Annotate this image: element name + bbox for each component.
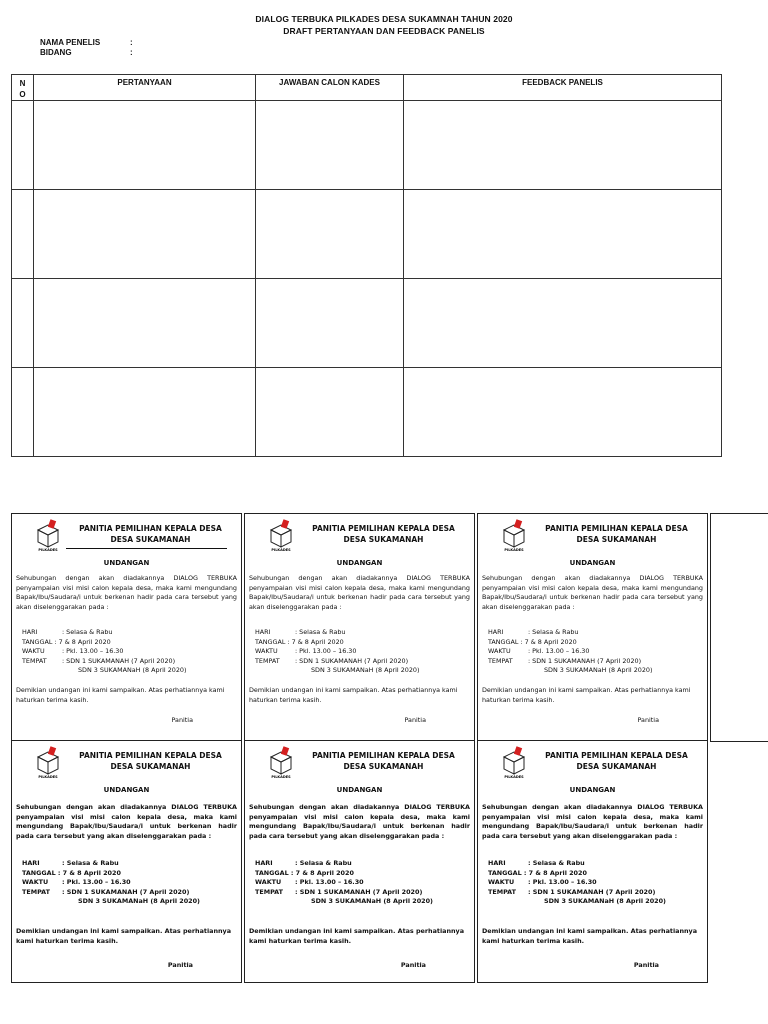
card-body: Sehubungan dengan akan diadakannya DIALOG TERBUKA penyampaian visi misi calon kepala desa, maka kami mengundang Bapak/Ibu/Saudara/i untuk berkenan hadir pada cara tersebut yang akan diselenggarakan pada : [249, 574, 470, 611]
col-no-header: N O [12, 75, 34, 101]
cell-no[interactable] [12, 101, 34, 190]
table-row [12, 190, 722, 279]
card-heading: UNDANGAN [103, 786, 150, 794]
card-heading: UNDANGAN [569, 559, 616, 567]
nama-penelis-row [40, 38, 133, 47]
svg-text:PILKADES: PILKADES [504, 548, 524, 552]
ballot-box-icon [267, 518, 295, 552]
card-closing: Demikian undangan ini kami sampaikan. Atas perhatiannya kami haturkan terima kasih. [16, 686, 225, 704]
card-schedule: HARI : Selasa & Rabu TANGGAL : 7 & 8 April 2020 WAKTU : Pkl. 13.00 – 16.30 TEMPAT : SDN 1 SUKAMANAH (7 April 2020) SDN 3 SUKAMANaH (8 April 2020) [22, 859, 200, 905]
card-closing: Demikian undangan ini kami sampaikan. Atas perhatiannya kami haturkan terima kasih. [249, 927, 465, 945]
card-closing: Demikian undangan ini kami sampaikan. Atas perhatiannya kami haturkan terima kasih. [482, 686, 691, 704]
card-schedule: HARI : Selasa & Rabu TANGGAL : 7 & 8 April 2020 WAKTU : Pkl. 13.00 – 16.30 TEMPAT : SDN 1 SUKAMANAH (7 April 2020) SDN 3 SUKAMANaH (8 April 2020) [488, 628, 653, 674]
invitation-card [244, 740, 475, 983]
ballot-box-icon [500, 745, 528, 779]
svg-text:PILKADES: PILKADES [38, 548, 58, 552]
card-edge [710, 513, 768, 742]
svg-text:PILKADES: PILKADES [271, 775, 291, 779]
card-closing: Demikian undangan ini kami sampaikan. Atas perhatiannya kami haturkan terima kasih. [249, 686, 458, 704]
cell-feedback[interactable] [404, 279, 722, 368]
colon: : [130, 48, 133, 57]
card-heading: UNDANGAN [569, 786, 616, 794]
card-signature: Panitia [404, 716, 426, 724]
table-header-row [12, 75, 722, 101]
invitation-card [11, 740, 242, 983]
card-schedule: HARI : Selasa & Rabu TANGGAL : 7 & 8 April 2020 WAKTU : Pkl. 13.00 – 16.30 TEMPAT : SDN 1 SUKAMANAH (7 April 2020) SDN 3 SUKAMANaH (8 April 2020) [255, 859, 433, 905]
col-jawaban-header: JAWABAN CALON KADES [256, 75, 404, 101]
cell-pertanyaan[interactable] [34, 368, 256, 457]
svg-text:PILKADES: PILKADES [271, 548, 291, 552]
card-body: Sehubungan dengan akan diadakannya DIALOG TERBUKA penyampaian visi misi calon kepala desa, maka kami mengundang Bapak/Ibu/Saudara/i untuk berkenan hadir pada cara tersebut yang akan diselenggarakan pada : [249, 803, 470, 840]
ballot-box-icon [34, 745, 62, 779]
card-closing: Demikian undangan ini kami sampaikan. Atas perhatiannya kami haturkan terima kasih. [16, 927, 232, 945]
invitation-card [244, 513, 475, 741]
card-body: Sehubungan dengan akan diadakannya DIALOG TERBUKA penyampaian visi misi calon kepala desa, maka kami mengundang Bapak/Ibu/Saudara/i untuk berkenan hadir pada cara tersebut yang akan diselenggarakan pada : [482, 803, 703, 840]
card-schedule: HARI : Selasa & Rabu TANGGAL : 7 & 8 April 2020 WAKTU : Pkl. 13.00 – 16.30 TEMPAT : SDN 1 SUKAMANAH (7 April 2020) SDN 3 SUKAMANaH (8 April 2020) [488, 859, 666, 905]
card-org-title: PANITIA PEMILIHAN KEPALA DESA DESA SUKAMANAH [79, 524, 222, 544]
card-heading: UNDANGAN [336, 559, 383, 567]
cell-pertanyaan[interactable] [34, 190, 256, 279]
card-heading: UNDANGAN [336, 786, 383, 794]
card-body: Sehubungan dengan akan diadakannya DIALOG TERBUKA penyampaian visi misi calon kepala desa, maka kami mengundang Bapak/Ibu/Saudara/i untuk berkenan hadir pada cara tersebut yang akan diselenggarakan pada : [16, 574, 237, 611]
bidang-label: BIDANG [40, 48, 72, 57]
card-signature: Panitia [171, 716, 193, 724]
col-feedback-header: FEEDBACK PANELIS [404, 75, 722, 101]
table-row [12, 101, 722, 190]
card-org-title: PANITIA PEMILIHAN KEPALA DESA DESA SUKAMANAH [545, 751, 688, 771]
table-row [12, 368, 722, 457]
card-schedule: HARI : Selasa & Rabu TANGGAL : 7 & 8 April 2020 WAKTU : Pkl. 13.00 – 16.30 TEMPAT : SDN 1 SUKAMANAH (7 April 2020) SDN 3 SUKAMANaH (8 April 2020) [22, 628, 187, 674]
colon: : [130, 38, 133, 47]
cell-feedback[interactable] [404, 368, 722, 457]
cell-jawaban[interactable] [256, 279, 404, 368]
question-table [11, 74, 722, 457]
card-org-title: PANITIA PEMILIHAN KEPALA DESA DESA SUKAMANAH [312, 524, 455, 544]
ballot-box-icon [500, 518, 528, 552]
svg-text:PILKADES: PILKADES [38, 775, 58, 779]
card-closing: Demikian undangan ini kami sampaikan. Atas perhatiannya kami haturkan terima kasih. [482, 927, 698, 945]
cell-jawaban[interactable] [256, 190, 404, 279]
cell-feedback[interactable] [404, 101, 722, 190]
card-org-title: PANITIA PEMILIHAN KEPALA DESA DESA SUKAMANAH [79, 751, 222, 771]
card-body: Sehubungan dengan akan diadakannya DIALOG TERBUKA penyampaian visi misi calon kepala desa, maka kami mengundang Bapak/Ibu/Saudara/i untuk berkenan hadir pada cara tersebut yang akan diselenggarakan pada : [16, 803, 237, 840]
card-signature: Panitia [400, 961, 426, 969]
cell-pertanyaan[interactable] [34, 279, 256, 368]
ballot-box-icon [267, 745, 295, 779]
card-body: Sehubungan dengan akan diadakannya DIALOG TERBUKA penyampaian visi misi calon kepala desa, maka kami mengundang Bapak/Ibu/Saudara/i untuk berkenan hadir pada cara tersebut yang akan diselenggarakan pada : [482, 574, 703, 611]
card-org-title: PANITIA PEMILIHAN KEPALA DESA DESA SUKAMANAH [312, 751, 455, 771]
cell-pertanyaan[interactable] [34, 101, 256, 190]
invitation-card [477, 740, 708, 983]
table-row [12, 279, 722, 368]
card-heading: UNDANGAN [103, 559, 150, 567]
bidang-row [40, 48, 133, 57]
ballot-box-icon [34, 518, 62, 552]
card-signature: Panitia [633, 961, 659, 969]
cell-no[interactable] [12, 279, 34, 368]
nama-penelis-label: NAMA PENELIS [40, 38, 101, 47]
page-subtitle: DRAFT PERTANYAAN DAN FEEDBACK PANELIS [283, 26, 485, 36]
cell-jawaban[interactable] [256, 101, 404, 190]
invitation-card [11, 513, 242, 741]
cell-no[interactable] [12, 368, 34, 457]
card-org-title: PANITIA PEMILIHAN KEPALA DESA DESA SUKAMANAH [545, 524, 688, 544]
card-signature: Panitia [167, 961, 193, 969]
divider [66, 548, 227, 549]
col-pertanyaan-header: PERTANYAAN [34, 75, 256, 101]
cell-jawaban[interactable] [256, 368, 404, 457]
cell-no[interactable] [12, 190, 34, 279]
card-schedule: HARI : Selasa & Rabu TANGGAL : 7 & 8 April 2020 WAKTU : Pkl. 13.00 – 16.30 TEMPAT : SDN 1 SUKAMANAH (7 April 2020) SDN 3 SUKAMANaH (8 April 2020) [255, 628, 420, 674]
cell-feedback[interactable] [404, 190, 722, 279]
page-title: DIALOG TERBUKA PILKADES DESA SUKAMNAH TAHUN 2020 [255, 14, 513, 24]
invitation-card [477, 513, 708, 741]
card-signature: Panitia [637, 716, 659, 724]
svg-text:PILKADES: PILKADES [504, 775, 524, 779]
